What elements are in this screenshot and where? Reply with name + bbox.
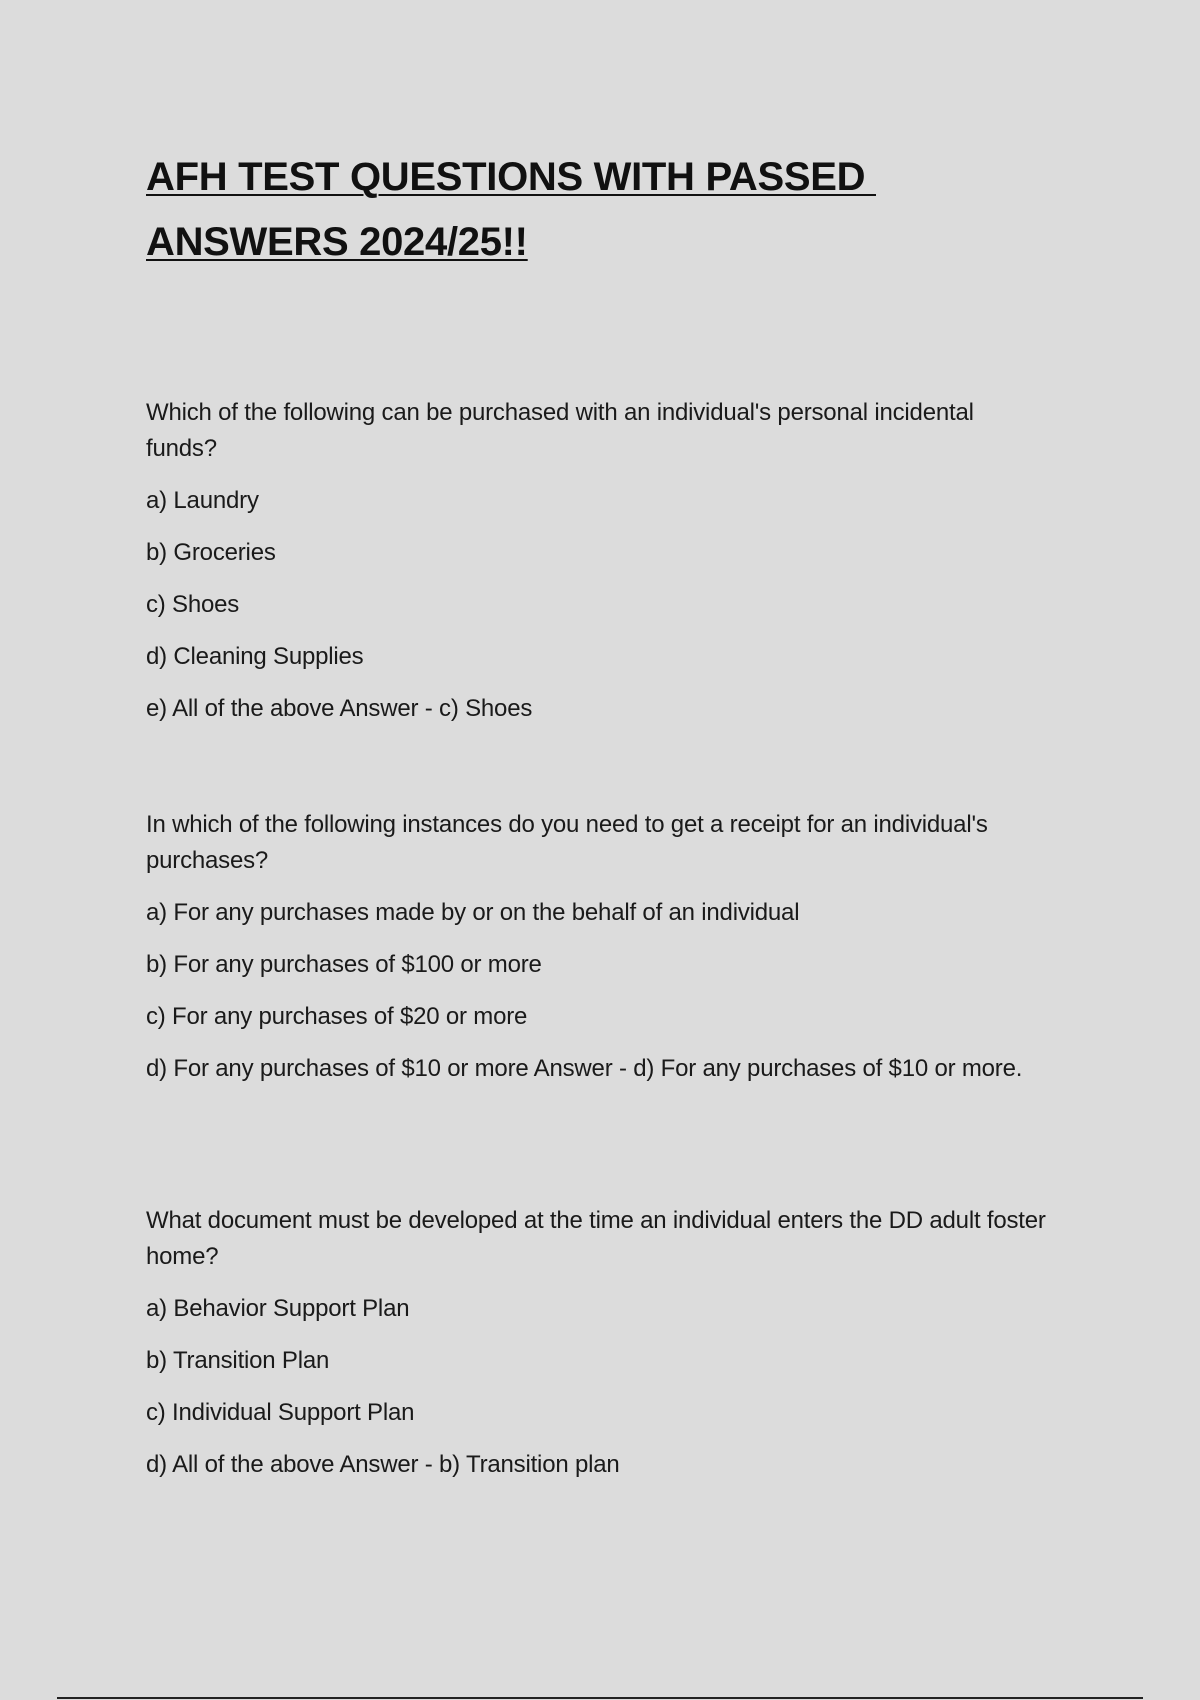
question-block-3 bbox=[146, 1203, 1046, 1499]
question-text: What document must be developed at the time an individual enters the DD adult foster home? bbox=[146, 1207, 1046, 1270]
question-text: In which of the following instances do you need to get a receipt for an individual's purchases? bbox=[146, 811, 988, 874]
answer-option: b) For any purchases of $100 or more bbox=[146, 951, 542, 978]
answer-option: a) For any purchases made by or on the behalf of an individual bbox=[146, 899, 800, 926]
question-text: Which of the following can be purchased with an individual's personal incidental funds? bbox=[146, 399, 974, 462]
title-line-2: ANSWERS 2024/25!! bbox=[146, 220, 528, 264]
page-title bbox=[146, 145, 946, 275]
footer-divider bbox=[57, 1697, 1143, 1699]
question-block-2 bbox=[146, 807, 1046, 1103]
question-block-1 bbox=[146, 395, 1046, 743]
answer-option: c) Individual Support Plan bbox=[146, 1399, 415, 1426]
title-line-1: AFH TEST QUESTIONS WITH PASSED bbox=[146, 155, 876, 199]
answer-option: c) Shoes bbox=[146, 591, 240, 618]
answer-option: d) Cleaning Supplies bbox=[146, 643, 364, 670]
answer-option: a) Behavior Support Plan bbox=[146, 1295, 410, 1322]
answer-option: b) Groceries bbox=[146, 539, 276, 566]
answer-option: a) Laundry bbox=[146, 487, 259, 514]
answer-option-with-answer: e) All of the above Answer - c) Shoes bbox=[146, 695, 533, 722]
answer-option: b) Transition Plan bbox=[146, 1347, 330, 1374]
answer-option-with-answer: d) All of the above Answer - b) Transition plan bbox=[146, 1451, 620, 1478]
answer-option: c) For any purchases of $20 or more bbox=[146, 1003, 528, 1030]
answer-option-with-answer: d) For any purchases of $10 or more Answer - d) For any purchases of $10 or more. bbox=[146, 1055, 1023, 1082]
